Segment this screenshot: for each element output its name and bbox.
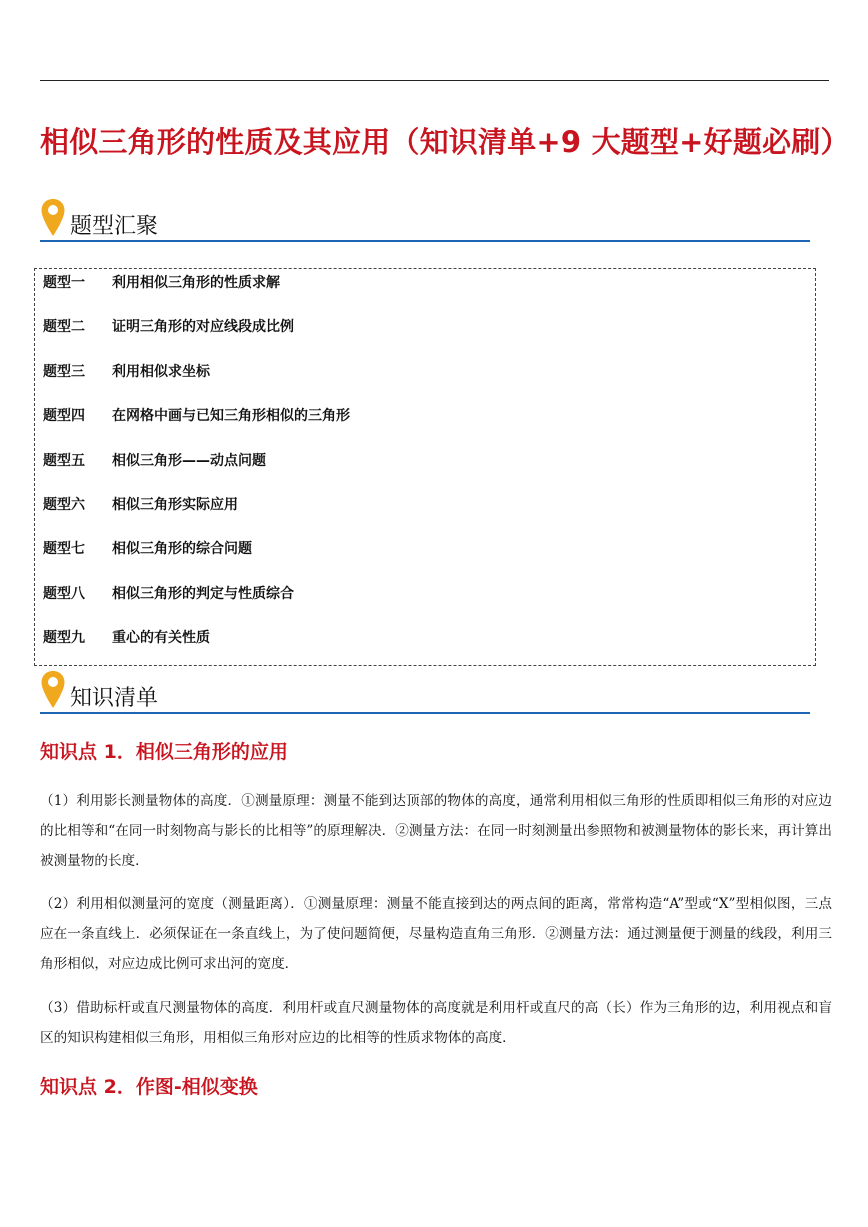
paragraph: （3）借助标杆或直尺测量物体的高度．利用杆或直尺测量物体的高度就是利用杆或直尺的高（长）作为三角形的边，利用视点和盲区的知识构建相似三角形，用相似三角形对应边的比相等的性质求物体的高度． — [40, 1000, 832, 1046]
type-item — [43, 316, 294, 336]
type-item — [43, 538, 252, 558]
type-number: 题型五 — [43, 453, 85, 469]
location-pin-icon — [40, 198, 66, 238]
paragraph: （1）利用影长测量物体的高度．①测量原理：测量不能到达顶部的物体的高度，通常利用相似三角形的性质即相似三角形的对应边的比相等和“在同一时刻物高与影长的比相等”的原理解决．②测量方法：在同一时刻测量出参照物和被测量物体的影长来，再计算出被测量物的长度． — [40, 793, 832, 869]
section-heading: 题型汇聚 — [70, 214, 159, 239]
type-number: 题型七 — [43, 541, 85, 557]
type-text: 利用相似求坐标 — [112, 364, 210, 380]
type-text: 相似三角形的综合问题 — [112, 541, 252, 557]
type-text: 重心的有关性质 — [112, 630, 210, 646]
question-types-box — [34, 268, 816, 666]
type-item — [43, 272, 280, 292]
type-item — [43, 583, 294, 603]
type-number: 题型二 — [43, 319, 85, 335]
type-item — [43, 405, 350, 425]
section-header-knowledge — [40, 670, 810, 714]
knowledge-point-title: 知识点 1．相似三角形的应用 — [40, 741, 288, 763]
type-text: 相似三角形的判定与性质综合 — [112, 586, 294, 602]
section-header-types — [40, 198, 810, 242]
section-heading: 知识清单 — [70, 686, 159, 711]
type-item — [43, 361, 210, 381]
type-item — [43, 450, 266, 470]
type-text: 相似三角形——动点问题 — [112, 453, 266, 469]
type-number: 题型三 — [43, 364, 85, 380]
header-rule — [40, 80, 829, 81]
location-pin-icon — [40, 670, 66, 710]
paragraph: （2）利用相似测量河的宽度（测量距离）．①测量原理：测量不能直接到达的两点间的距离，常常构造“A”型或“X”型相似图，三点应在一条直线上．必须保证在一条直线上，为了使问题简便，尽量构造直角三角形．②测量方法：通过测量便于测量的线段，利用三角形相似，对应边成比例可求出河的宽度． — [40, 896, 832, 972]
type-number: 题型六 — [43, 497, 85, 513]
type-number: 题型九 — [43, 630, 85, 646]
type-number: 题型一 — [43, 275, 85, 291]
document-title: 相似三角形的性质及其应用（知识清单+9 大题型+好题必刷） — [40, 125, 850, 159]
type-item — [43, 627, 210, 647]
type-number: 题型八 — [43, 586, 85, 602]
knowledge-point-title: 知识点 2．作图-相似变换 — [40, 1076, 258, 1098]
type-number: 题型四 — [43, 408, 85, 424]
section-underline — [40, 712, 810, 714]
type-text: 相似三角形实际应用 — [112, 497, 238, 513]
section-underline — [40, 240, 810, 242]
type-item — [43, 494, 238, 514]
type-text: 在网格中画与已知三角形相似的三角形 — [112, 408, 350, 424]
type-text: 证明三角形的对应线段成比例 — [112, 319, 294, 335]
type-text: 利用相似三角形的性质求解 — [112, 275, 280, 291]
